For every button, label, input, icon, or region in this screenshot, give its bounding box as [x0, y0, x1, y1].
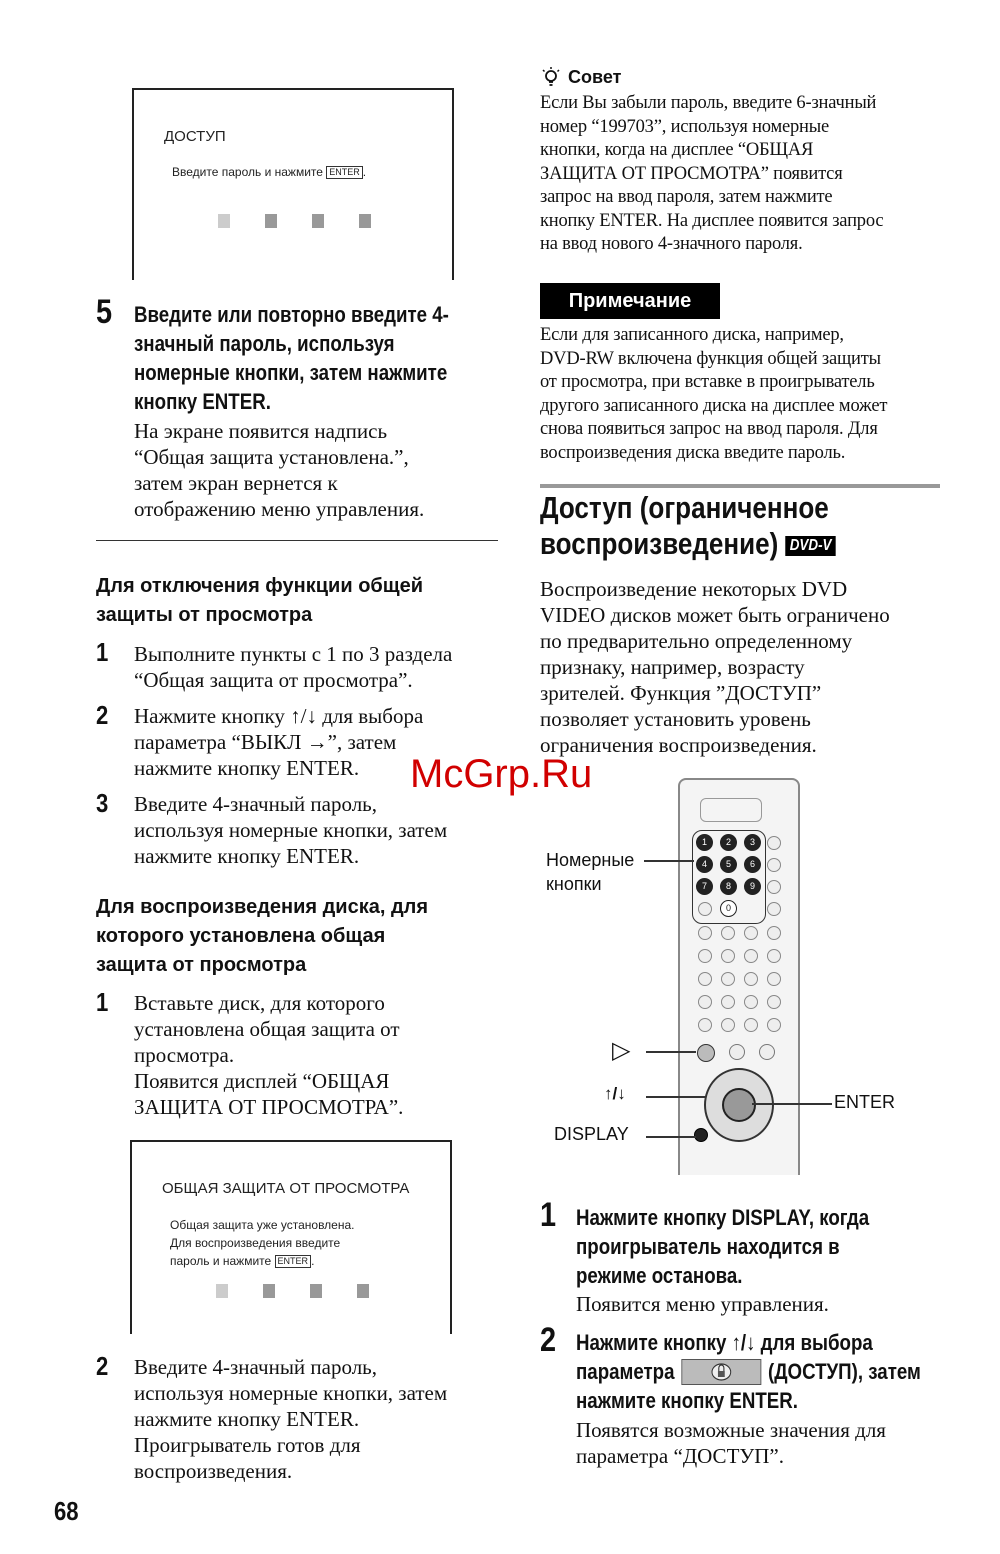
label-enter: ENTER — [834, 1092, 896, 1112]
password-slot — [216, 1284, 228, 1298]
number-button-8[interactable]: 8 — [720, 878, 737, 895]
remote-button[interactable] — [767, 926, 781, 940]
lock-parameter-icon — [681, 1359, 761, 1385]
remote-button[interactable] — [744, 1018, 758, 1032]
screen-prompt: Введите пароль и нажмите ENTER . — [172, 165, 367, 179]
leader-line — [752, 1103, 832, 1105]
remote-button[interactable] — [744, 972, 758, 986]
remote-button[interactable] — [767, 858, 781, 872]
enter-button[interactable] — [722, 1088, 756, 1122]
lightbulb-icon — [540, 66, 562, 88]
step-number: 1 — [540, 1196, 557, 1234]
number-button-3[interactable]: 3 — [744, 834, 761, 851]
page-number: 68 — [54, 1496, 79, 1526]
remote-button[interactable] — [721, 972, 735, 986]
remote-top-buttons — [700, 798, 762, 822]
remote-button[interactable] — [698, 1018, 712, 1032]
section-rule — [540, 484, 940, 488]
label-display: DISPLAY — [554, 1124, 629, 1144]
protection-screen-illustration — [130, 1140, 452, 1334]
leader-line — [646, 1096, 706, 1098]
step-number: 2 — [96, 1351, 109, 1381]
section-title-disable: Для отключения функции общей защиты от просмотра — [96, 575, 424, 626]
step-number: 2 — [96, 700, 109, 730]
step-number: 1 — [96, 987, 109, 1017]
remote-button[interactable] — [698, 995, 712, 1009]
divider — [96, 540, 498, 541]
step-number: 1 — [96, 637, 109, 667]
remote-button[interactable] — [721, 949, 735, 963]
remote-button[interactable] — [721, 1018, 735, 1032]
password-slot — [310, 1284, 322, 1298]
step-number: 5 — [96, 293, 113, 331]
access-step1-body: Появится меню управления. — [576, 1292, 829, 1316]
remote-button[interactable] — [698, 902, 712, 916]
number-button-2[interactable]: 2 — [720, 834, 737, 851]
access-title: Доступ (ограниченное воспроизведение) DVD-V — [540, 490, 836, 562]
number-button-6[interactable]: 6 — [744, 856, 761, 873]
step5-body: На экране появится надпись “Общая защита установлена.”, затем экран вернется к отображению меню управления. — [134, 419, 425, 521]
password-slot — [218, 214, 230, 228]
screen-title: ДОСТУП — [164, 128, 226, 145]
number-button-4[interactable]: 4 — [696, 856, 713, 873]
play-button[interactable] — [697, 1044, 715, 1062]
password-slot — [357, 1284, 369, 1298]
leader-line — [646, 1051, 696, 1053]
pause-button[interactable] — [729, 1044, 745, 1060]
step-text: Введите 4-значный пароль, используя номерные кнопки, затем нажмите кнопку ENTER. — [134, 792, 448, 868]
remote-button[interactable] — [767, 880, 781, 894]
remote-button[interactable] — [744, 949, 758, 963]
remote-button[interactable] — [767, 1018, 781, 1032]
number-button-9[interactable]: 9 — [744, 878, 761, 895]
password-slot — [359, 214, 371, 228]
tip-title: Совет — [568, 66, 622, 87]
number-button-0[interactable]: 0 — [720, 900, 737, 917]
stop-button[interactable] — [759, 1044, 775, 1060]
number-button-7[interactable]: 7 — [696, 878, 713, 895]
password-slot — [265, 214, 277, 228]
leader-line — [644, 860, 694, 862]
remote-button[interactable] — [744, 926, 758, 940]
remote-button[interactable] — [698, 972, 712, 986]
access-screen-illustration — [132, 88, 454, 280]
remote-button[interactable] — [767, 972, 781, 986]
screen-title: ОБЩАЯ ЗАЩИТА ОТ ПРОСМОТРА — [162, 1180, 410, 1197]
enter-key-icon: ENTER — [275, 1255, 312, 1268]
step-text: Нажмите кнопку ↑/↓ для выбора параметра “ВЫКЛ →”, затем нажмите кнопку ENTER. — [134, 704, 424, 780]
dvd-v-badge: DVD-V — [786, 536, 836, 556]
tip-text: Если Вы забыли пароль, введите 6-значный номер “199703”, используя номерные кнопки, когда на дисплее “ОБЩАЯ ЗАЩИТА ОТ ПРОСМОТРА” появится запрос на ввод пароля, затем нажмите кнопку ENTER. На дисплее появится запрос на ввод нового 4-значного пароля. — [540, 93, 884, 254]
step-text: Вставьте диск, для которого установлена общая защита от просмотра. Появится дисплей “ОБЩАЯ ЗАЩИТА ОТ ПРОСМОТРА”. — [134, 991, 404, 1119]
password-slot — [312, 214, 324, 228]
remote-button[interactable] — [767, 995, 781, 1009]
number-button-5[interactable]: 5 — [720, 856, 737, 873]
step-text: Введите 4-значный пароль, используя номерные кнопки, затем нажмите кнопку ENTER. Проигрыватель готов для воспроизведения. — [134, 1355, 448, 1483]
password-slot — [263, 1284, 275, 1298]
lock-icon — [710, 1362, 732, 1382]
display-button[interactable] — [694, 1128, 708, 1142]
section-title-play: Для воспроизведения диска, для которого установлена общая защита от просмотра — [96, 896, 429, 976]
screen-message: Общая защита уже установлена. Для воспроизведения введите пароль и нажмите ENTER . — [170, 1218, 355, 1268]
remote-button[interactable] — [767, 836, 781, 850]
remote-button[interactable] — [721, 995, 735, 1009]
step-text: Выполните пункты с 1 по 3 раздела “Общая защита от просмотра”. — [134, 642, 453, 692]
remote-button[interactable] — [767, 949, 781, 963]
access-step2-heading: Нажмите кнопку ↑/↓ для выбора параметра (ДОСТУП), затем нажмите кнопку ENTER. — [576, 1330, 921, 1413]
remote-button[interactable] — [744, 995, 758, 1009]
leader-line — [646, 1136, 696, 1138]
label-number-buttons: Номерные кнопки — [546, 850, 635, 894]
number-button-1[interactable]: 1 — [696, 834, 713, 851]
remote-button[interactable] — [721, 926, 735, 940]
step-number: 2 — [540, 1321, 557, 1359]
note-text: Если для записанного диска, например, DVD-RW включена функция общей защиты от просмотра, при вставке в проигрыватель другого записанного диска на дисплее может снова появиться запрос на ввод пароля. Для воспроизведения диска введите пароль. — [540, 325, 888, 463]
remote-button[interactable] — [767, 902, 781, 916]
access-body: Воспроизведение некоторых DVD VIDEO дисков может быть ограничено по предварительно определенному признаку, например, возрасту зрителей. Функция ”ДОСТУП” позволяет установить уровень ограничения воспроизведения. — [540, 577, 890, 757]
access-step1-heading: Нажмите кнопку DISPLAY, когда проигрыватель находится в режиме останова. — [576, 1205, 870, 1288]
remote-button[interactable] — [698, 949, 712, 963]
label-arrows: ↑/↓ — [604, 1084, 626, 1103]
step-number: 3 — [96, 788, 109, 818]
tip-header — [540, 66, 621, 88]
remote-button[interactable] — [698, 926, 712, 940]
enter-key-icon: ENTER — [326, 166, 363, 179]
access-step2-body: Появятся возможные значения для параметра “ДОСТУП”. — [576, 1418, 886, 1468]
step5-heading: Введите или повторно введите 4- значный пароль, используя номерные кнопки, затем нажмите кнопку ENTER. — [134, 302, 449, 414]
label-play: ▷ — [612, 1037, 631, 1064]
watermark: McGrp.Ru — [410, 752, 593, 796]
note-badge: Примечание — [540, 283, 720, 319]
